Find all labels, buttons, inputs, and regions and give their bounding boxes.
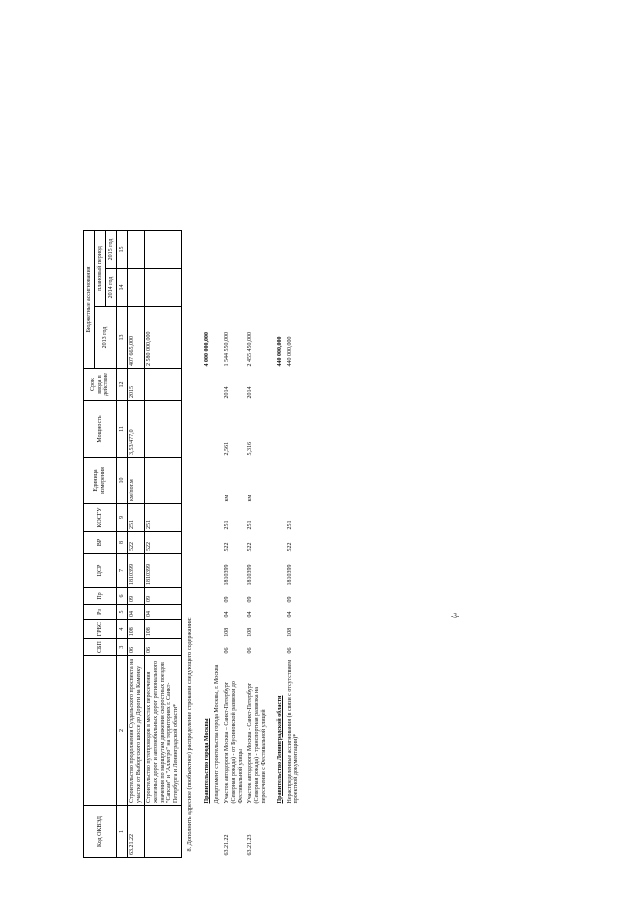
- grbs-cell: 108: [144, 620, 181, 639]
- budget-table: [83, 230, 301, 858]
- sbp-cell: 06: [128, 639, 145, 656]
- grbs-cell: 108: [246, 627, 253, 637]
- grbs-cell: 108: [128, 620, 145, 639]
- csr-cell: 1810399: [144, 554, 181, 588]
- name-cell: Строительство путепроводов в местах пересечения железных дорог и автомобильных дорог регионального значения по маршрутам движения скоростных поездов "Сапсан" и "Аллегро" на территориях г. Санкт-Петербурга и Ленинградской области*: [144, 656, 181, 806]
- power-cell: [286, 401, 302, 458]
- rz-cell: 04: [286, 611, 293, 618]
- csr-cell: 1810399: [128, 554, 145, 588]
- sbp-cell: 06: [286, 647, 293, 654]
- leningrad-total: 440 000,000: [276, 336, 283, 367]
- kosgu-cell: 251: [286, 520, 293, 530]
- moscow-dept-row: [213, 231, 223, 858]
- rz-cell: 04: [246, 611, 253, 618]
- y2013-cell: 440 000,000: [286, 336, 293, 367]
- y2013-cell: 2 580 000,000: [144, 307, 181, 369]
- okved-cell: 63.21.22: [224, 834, 231, 856]
- header-rz: Рз: [84, 605, 117, 620]
- name-cell: Нераспределенные ассигнования (в связи с отсутствием проектной документации)*: [286, 659, 300, 804]
- sbp-cell: 06: [224, 647, 231, 654]
- pr-cell: 09: [246, 596, 253, 603]
- rz-cell: 04: [224, 611, 231, 618]
- col-number: 3: [117, 639, 128, 656]
- header-budget: Бюджетные ассигнования: [84, 231, 95, 369]
- okved-cell: [144, 806, 181, 858]
- unit-cell: км/пог.м: [128, 458, 145, 504]
- name-cell: Участок автодороги Москва - Санкт-Петербург (Северная рокада) - транспортная развязка на пересечении с Фестивальной улицей: [246, 682, 267, 804]
- table-row: [223, 231, 246, 858]
- col-number: 14: [117, 269, 128, 307]
- col-number: 9: [117, 504, 128, 532]
- header-csr: ЦСР: [84, 554, 117, 588]
- rz-cell: 04: [128, 605, 145, 620]
- unit-cell: км: [246, 494, 253, 502]
- vr-cell: 522: [128, 532, 145, 554]
- section-caption: 8. Дополнить адресное (пообъектное) распределение строками следующего содержания:: [185, 617, 193, 852]
- power-cell: [144, 401, 181, 458]
- col-number: 10: [117, 458, 128, 504]
- leningrad-title: Правительство Ленинградской области: [276, 695, 283, 804]
- page-number: -3-: [451, 612, 460, 620]
- okved-cell: 63.21.22: [128, 806, 145, 858]
- term-cell: 2014: [224, 386, 231, 399]
- power-cell: 2,561: [224, 442, 231, 456]
- term-cell: [144, 369, 181, 401]
- unit-cell: [286, 458, 302, 504]
- y2014-cell: [144, 269, 181, 307]
- leningrad-title-row: [276, 231, 286, 858]
- col-number: 5: [117, 605, 128, 620]
- header-unit: Единица измерения: [84, 458, 117, 504]
- col-number: 7: [117, 554, 128, 588]
- header-okved: Код ОКВЭД: [84, 806, 117, 858]
- vr-cell: 522: [144, 532, 181, 554]
- y2013-cell: 2 455 450,000: [246, 332, 253, 367]
- y2015-cell: [286, 231, 302, 269]
- kosgu-cell: 251: [224, 520, 231, 530]
- header-kosgu: КОСГУ: [84, 504, 117, 532]
- y2014-cell: [246, 269, 269, 307]
- term-cell: 2014: [246, 386, 253, 399]
- y2015-cell: [144, 231, 181, 269]
- sbp-cell: 06: [246, 647, 253, 654]
- header-sbp: СБП: [84, 639, 117, 656]
- header-vr: ВР: [84, 532, 117, 554]
- csr-cell: 1810399: [286, 564, 293, 586]
- table-row: [128, 231, 145, 858]
- y2013-cell: 407 665,000: [128, 307, 145, 369]
- power-cell: 5,316: [246, 442, 253, 456]
- table-row: [246, 231, 269, 858]
- kosgu-cell: 251: [144, 504, 181, 532]
- header-power: Мощность: [84, 401, 117, 458]
- column-numbers-row: [117, 231, 128, 858]
- sbp-cell: 06: [144, 639, 181, 656]
- csr-cell: 1810399: [246, 564, 253, 586]
- moscow-dept: Департамент строительства города Москвы, г. Москва: [214, 664, 221, 804]
- y2015-cell: [223, 231, 246, 269]
- moscow-title: Правительство города Москвы: [204, 718, 211, 804]
- y2015-cell: [246, 231, 269, 269]
- col-number: 12: [117, 369, 128, 401]
- moscow-title-row: [203, 231, 213, 858]
- term-cell: 2015: [128, 369, 145, 401]
- col-number: 4: [117, 620, 128, 639]
- y2015-cell: [128, 231, 145, 269]
- power-cell: 3,53/477,0: [128, 401, 145, 458]
- header-plan-period: плановый период: [95, 231, 106, 307]
- header-2013: 2013 год: [95, 307, 117, 369]
- pr-cell: 09: [224, 596, 231, 603]
- y2014-cell: [286, 269, 302, 307]
- header-row-1: [84, 231, 95, 858]
- header-grbs: ГРБС: [84, 620, 117, 639]
- header-2014: 2014 год: [106, 269, 117, 307]
- vr-cell: 522: [246, 542, 253, 552]
- header-term: Срок ввода в действие: [84, 369, 117, 401]
- header-2015: 2015 год: [106, 231, 117, 269]
- pr-cell: 09: [144, 588, 181, 605]
- table-row: [286, 231, 302, 858]
- table-row: [144, 231, 181, 858]
- vr-cell: 522: [224, 542, 231, 552]
- rz-cell: 04: [144, 605, 181, 620]
- y2014-cell: [128, 269, 145, 307]
- col-number: 8: [117, 532, 128, 554]
- y2013-cell: 1 544 550,000: [224, 332, 231, 367]
- term-cell: [286, 369, 302, 401]
- csr-cell: 1810399: [224, 564, 231, 586]
- pr-cell: 09: [286, 596, 293, 603]
- header-name: [84, 656, 117, 806]
- col-number: 1: [117, 806, 128, 858]
- moscow-total: 4 000 000,000: [204, 332, 211, 367]
- okved-cell: [286, 806, 302, 858]
- unit-cell: [144, 458, 181, 504]
- section-caption-row: [182, 231, 197, 858]
- okved-cell: 63.21.23: [246, 834, 253, 856]
- grbs-cell: 108: [286, 627, 293, 637]
- col-number: 15: [117, 231, 128, 269]
- col-number: 13: [117, 307, 128, 369]
- header-pr: Пр: [84, 588, 117, 605]
- unit-cell: км: [224, 494, 231, 502]
- name-cell: Строительство продолжения Суздальского проспекта на участке от Выборгского шоссе до Дороги на Каменку: [128, 656, 145, 806]
- kosgu-cell: 251: [128, 504, 145, 532]
- pr-cell: 09: [128, 588, 145, 605]
- grbs-cell: 108: [224, 627, 231, 637]
- col-number: 11: [117, 401, 128, 458]
- vr-cell: 522: [286, 542, 293, 552]
- col-number: 2: [117, 656, 128, 806]
- y2014-cell: [223, 269, 246, 307]
- col-number: 6: [117, 588, 128, 605]
- name-cell: Участок автодороги Москва – Санкт-Петербург (Северная рокада) - от Бусиновской развязки до Фестивальной улицы: [224, 681, 245, 804]
- kosgu-cell: 251: [246, 520, 253, 530]
